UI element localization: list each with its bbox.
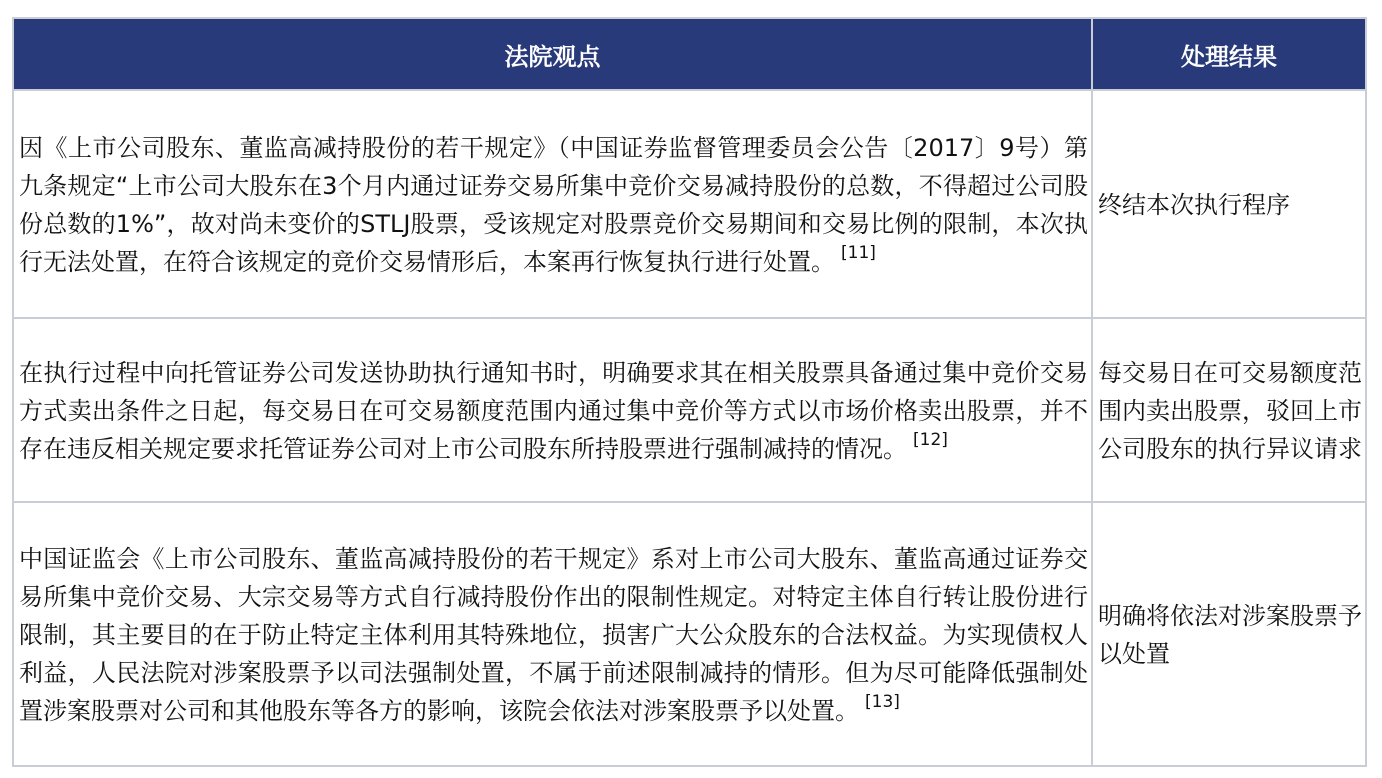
result-text: 每交易日在可交易额度范围内卖出股票，驳回上市公司股东的执行异议请求 xyxy=(1098,359,1362,463)
footnote-reference[interactable]: [12] xyxy=(913,430,948,450)
court-view-cell xyxy=(13,318,1092,502)
table-row xyxy=(13,90,1366,318)
court-view-cell xyxy=(13,90,1092,318)
court-view-text: 在执行过程中向托管证券公司发送协助执行通知书时，明确要求其在相关股票具备通过集中竞价交易方式卖出条件之日起，每交易日在可交易额度范围内通过集中竞价等方式以市场价格卖出股票，并不存在违反相关规定要求托管证券公司对上市公司股东所持股票进行强制减持的情况。 xyxy=(19,359,1088,463)
court-view-cell xyxy=(13,502,1092,766)
footnote-reference[interactable]: [13] xyxy=(865,692,900,712)
result-cell xyxy=(1092,318,1366,502)
table-row xyxy=(13,502,1366,766)
court-view-text: 中国证监会《上市公司股东、董监高减持股份的若干规定》系对上市公司大股东、董监高通过证券交易所集中竞价交易、大宗交易等方式自行减持股份作出的限制性规定。对特定主体自行转让股份进行限制，其主要目的在于防止特定主体利用其特殊地位，损害广大公众股东的合法权益。为实现债权人利益，人民法院对涉案股票予以司法强制处置，不属于前述限制减持的情形。但为尽可能降低强制处置涉案股票对公司和其他股东等各方的影响，该院会依法对涉案股票予以处置。 xyxy=(19,545,1088,725)
footnote-reference[interactable]: [11] xyxy=(841,243,876,263)
court-opinions-table-container xyxy=(12,17,1367,767)
result-text: 终结本次执行程序 xyxy=(1098,191,1290,219)
result-text: 明确将依法对涉案股票予以处置 xyxy=(1098,602,1362,668)
court-opinions-table xyxy=(12,17,1367,767)
result-cell xyxy=(1092,502,1366,766)
table-row xyxy=(13,318,1366,502)
table-header-row xyxy=(13,18,1366,90)
column-header-court-view: 法院观点 xyxy=(13,18,1092,90)
result-cell xyxy=(1092,90,1366,318)
court-view-text: 因《上市公司股东、董监高减持股份的若干规定》（中国证券监督管理委员会公告〔2017〕9号）第九条规定“上市公司大股东在3个月内通过证券交易所集中竞价交易减持股份的总数，不得超过公司股份总数的1%”，故对尚未变价的STLJ股票，受该规定对股票竞价交易期间和交易比例的限制，本次执行无法处置，在符合该规定的竞价交易情形后，本案再行恢复执行进行处置。 xyxy=(19,134,1088,276)
column-header-result: 处理结果 xyxy=(1092,18,1366,90)
